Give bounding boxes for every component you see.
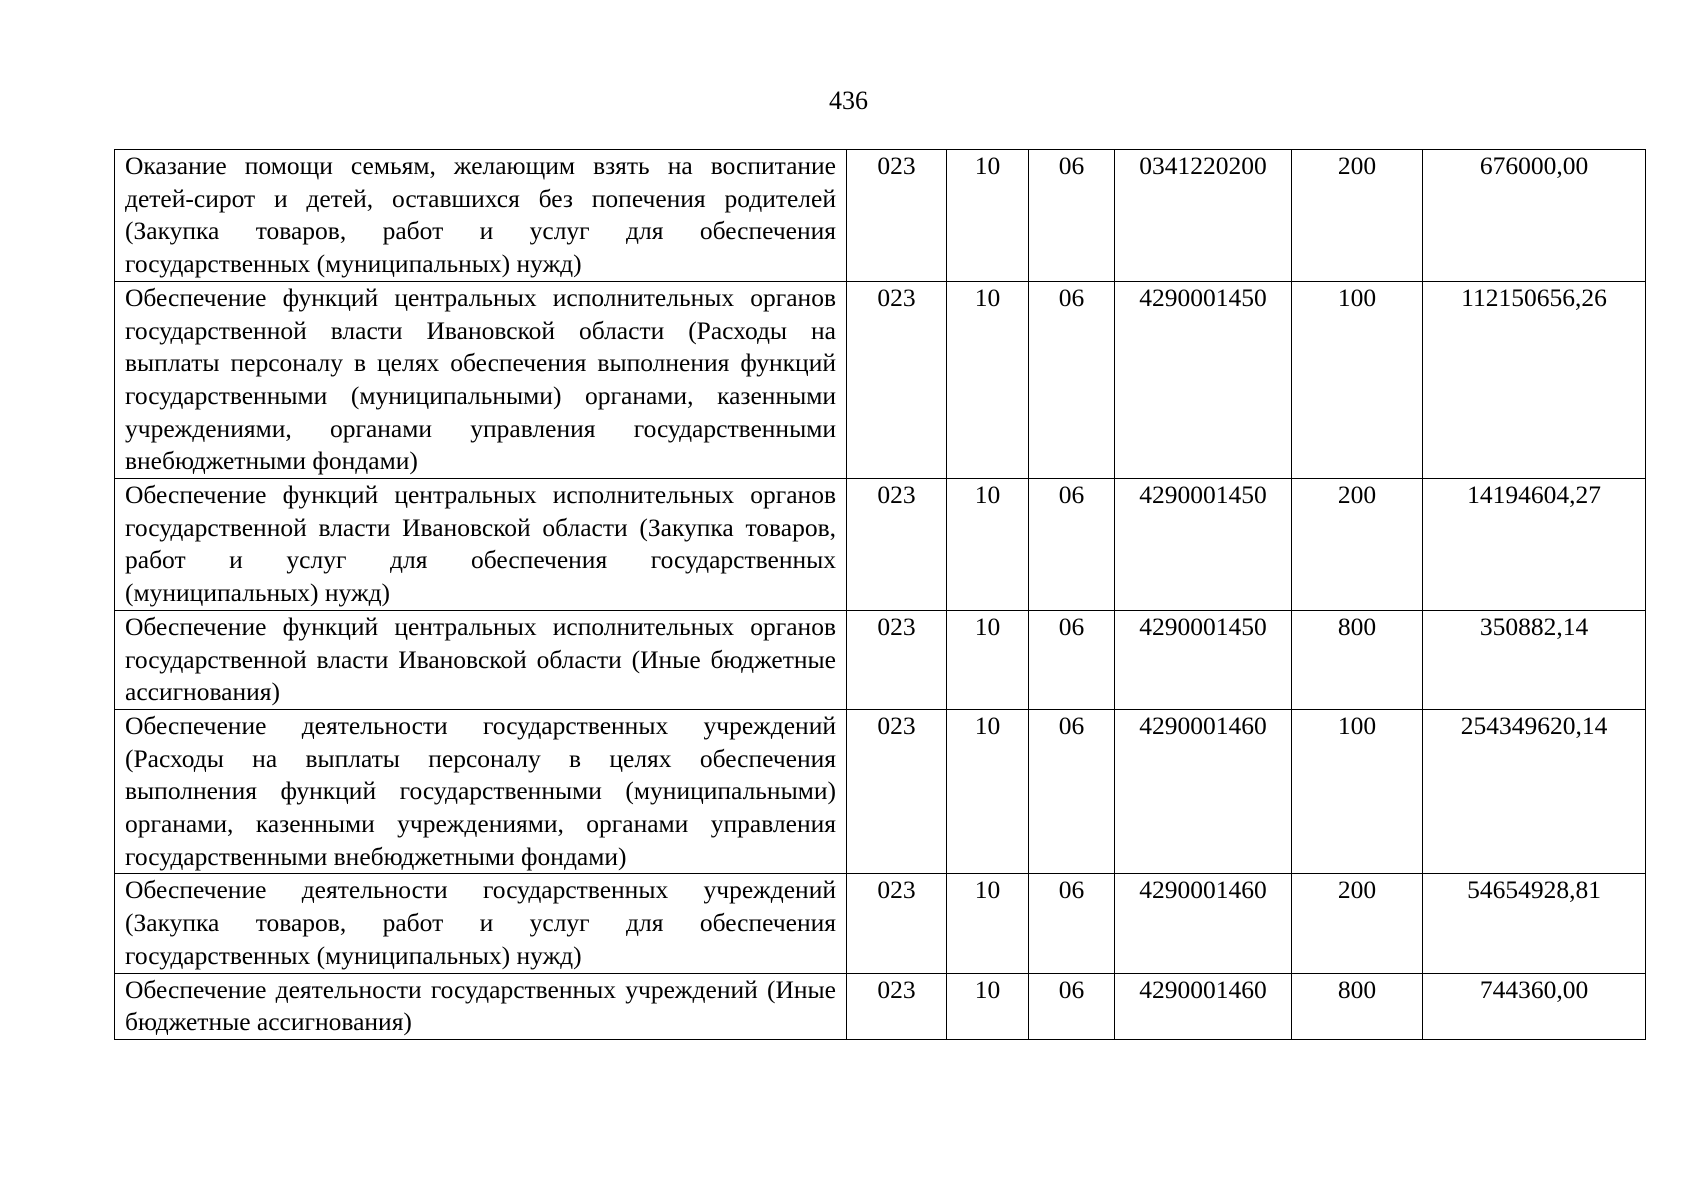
amount: 54654928,81 [1423, 874, 1646, 973]
amount: 676000,00 [1423, 150, 1646, 282]
table-row [115, 874, 1646, 973]
target-article-code: 4290001450 [1115, 479, 1292, 611]
table-row [115, 973, 1646, 1039]
expense-type-code: 200 [1292, 874, 1423, 973]
grbs-code: 023 [847, 973, 947, 1039]
page-number: 436 [829, 86, 868, 115]
expense-description: Оказание помощи семьям, желающим взять на воспитание детей-сирот и детей, оставшихся без попечения родителей (Закупка товаров, работ и услуг для обеспечения государственных (муниципальных) нужд) [115, 150, 847, 282]
grbs-code: 023 [847, 709, 947, 874]
target-article-code: 4290001460 [1115, 973, 1292, 1039]
subsection-code: 06 [1029, 973, 1115, 1039]
amount: 254349620,14 [1423, 709, 1646, 874]
target-article-code: 0341220200 [1115, 150, 1292, 282]
grbs-code: 023 [847, 874, 947, 973]
expense-type-code: 100 [1292, 281, 1423, 478]
subsection-code: 06 [1029, 479, 1115, 611]
expense-type-code: 200 [1292, 479, 1423, 611]
section-code: 10 [947, 281, 1029, 478]
table-row [115, 281, 1646, 478]
expense-type-code: 800 [1292, 610, 1423, 709]
target-article-code: 4290001450 [1115, 281, 1292, 478]
target-article-code: 4290001450 [1115, 610, 1292, 709]
grbs-code: 023 [847, 479, 947, 611]
subsection-code: 06 [1029, 610, 1115, 709]
amount: 112150656,26 [1423, 281, 1646, 478]
expense-type-code: 200 [1292, 150, 1423, 282]
subsection-code: 06 [1029, 150, 1115, 282]
expense-description: Обеспечение деятельности государственных учреждений (Закупка товаров, работ и услуг для обеспечения государственных (муниципальных) нужд) [115, 874, 847, 973]
expense-description: Обеспечение функций центральных исполнительных органов государственной власти Ивановской области (Закупка товаров, работ и услуг для обеспечения государственных (муниципальных) нужд) [115, 479, 847, 611]
table-row [115, 610, 1646, 709]
grbs-code: 023 [847, 610, 947, 709]
table-row [115, 479, 1646, 611]
expense-description: Обеспечение функций центральных исполнительных органов государственной власти Ивановской области (Иные бюджетные ассигнования) [115, 610, 847, 709]
section-code: 10 [947, 610, 1029, 709]
amount: 744360,00 [1423, 973, 1646, 1039]
subsection-code: 06 [1029, 874, 1115, 973]
expense-description: Обеспечение функций центральных исполнительных органов государственной власти Ивановской области (Расходы на выплаты персоналу в целях обеспечения выполнения функций государственными (муниципальными) органами, казенными учреждениями, органами управления государственными внебюджетными фондами) [115, 281, 847, 478]
section-code: 10 [947, 709, 1029, 874]
expense-description: Обеспечение деятельности государственных учреждений (Расходы на выплаты персоналу в целях обеспечения выполнения функций государственными (муниципальными) органами, казенными учреждениями, органами управления государственными внебюджетными фондами) [115, 709, 847, 874]
table-row [115, 150, 1646, 282]
section-code: 10 [947, 150, 1029, 282]
amount: 350882,14 [1423, 610, 1646, 709]
subsection-code: 06 [1029, 281, 1115, 478]
grbs-code: 023 [847, 150, 947, 282]
subsection-code: 06 [1029, 709, 1115, 874]
target-article-code: 4290001460 [1115, 874, 1292, 973]
section-code: 10 [947, 973, 1029, 1039]
target-article-code: 4290001460 [1115, 709, 1292, 874]
amount: 14194604,27 [1423, 479, 1646, 611]
budget-table [114, 149, 1646, 1040]
expense-description: Обеспечение деятельности государственных учреждений (Иные бюджетные ассигнования) [115, 973, 847, 1039]
section-code: 10 [947, 479, 1029, 611]
section-code: 10 [947, 874, 1029, 973]
expense-type-code: 800 [1292, 973, 1423, 1039]
table-row [115, 709, 1646, 874]
expense-type-code: 100 [1292, 709, 1423, 874]
grbs-code: 023 [847, 281, 947, 478]
